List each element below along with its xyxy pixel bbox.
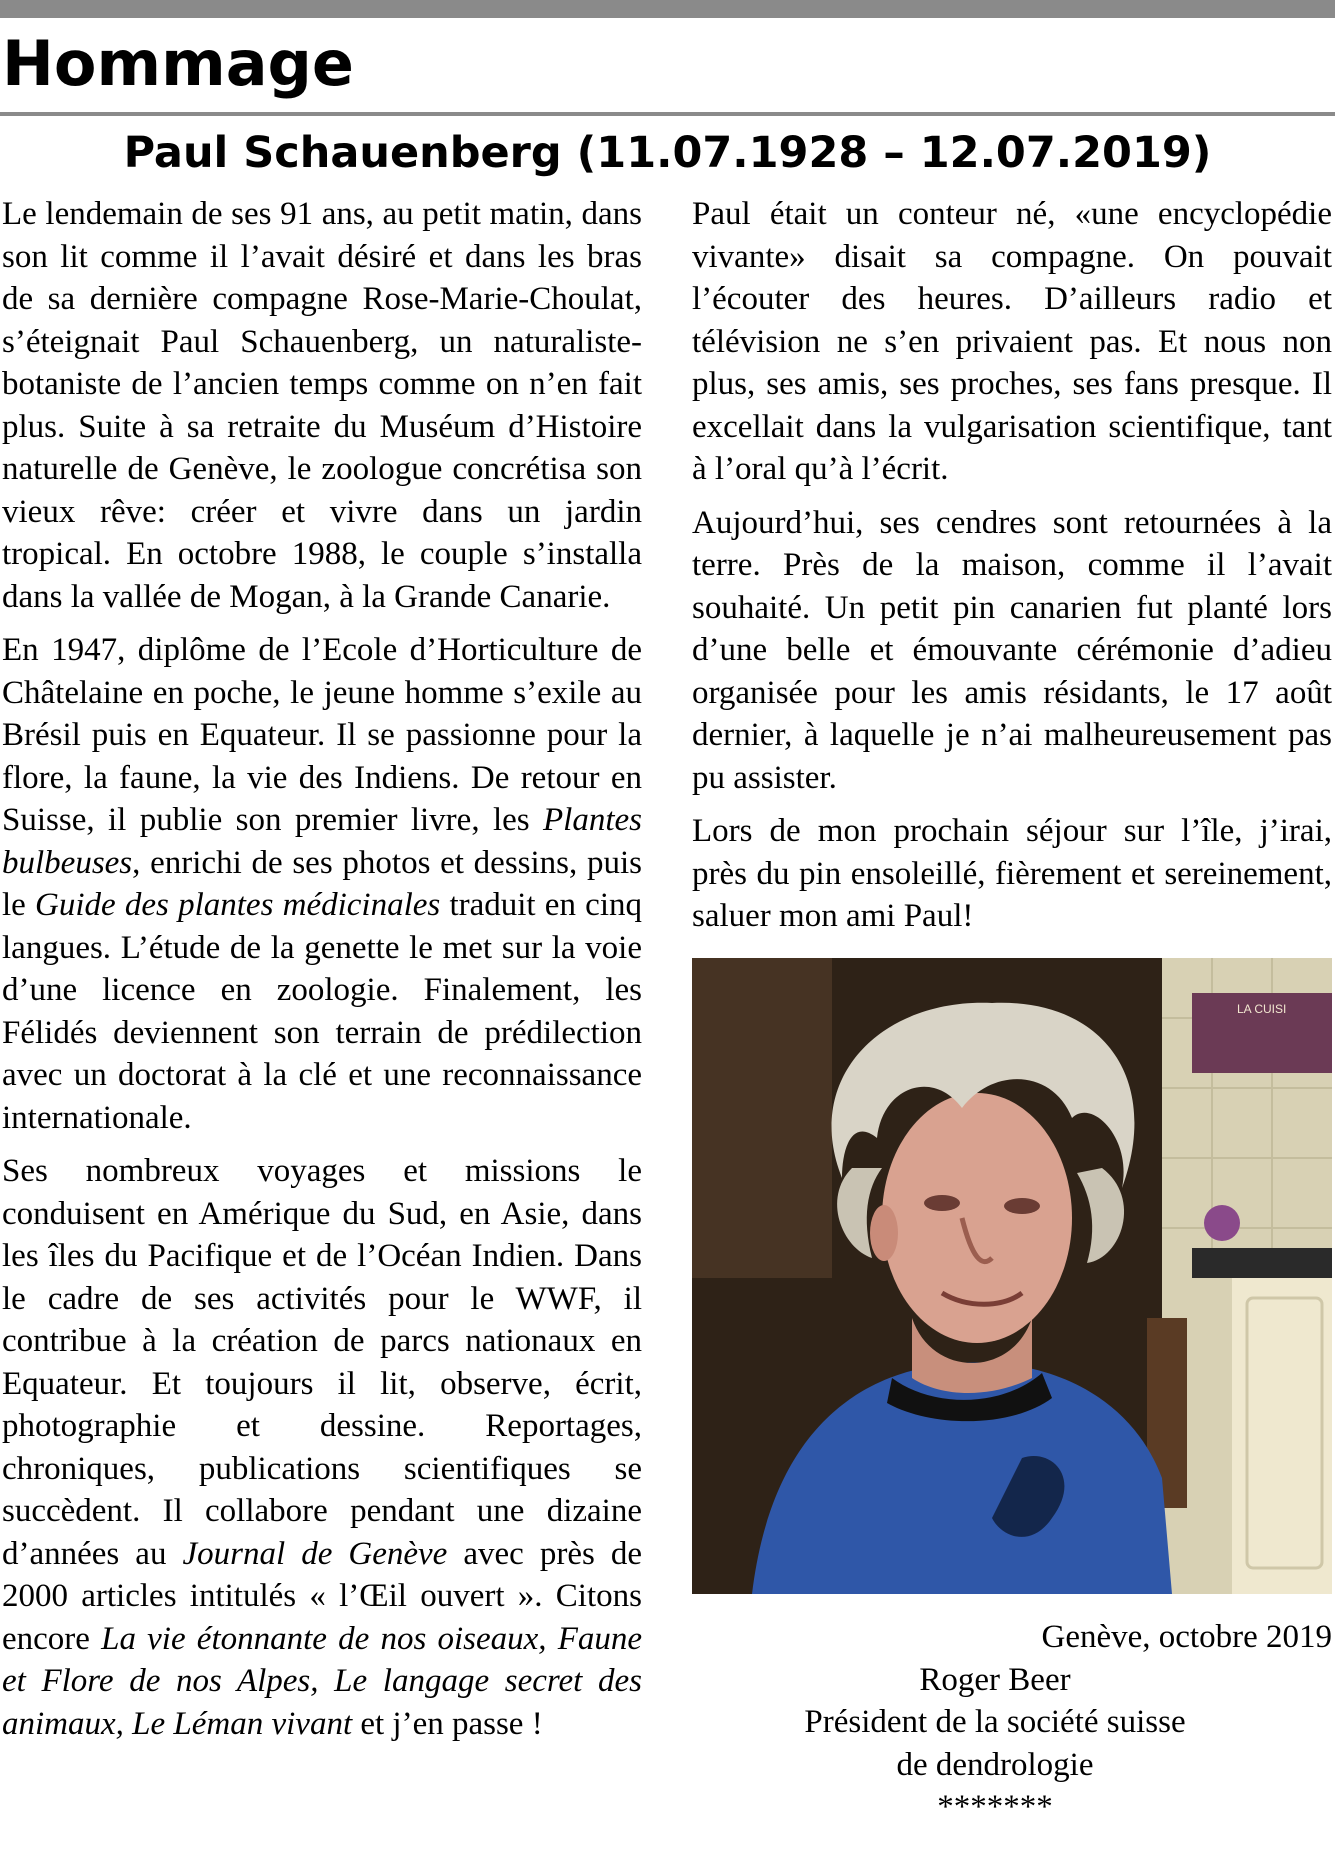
top-rule	[0, 0, 1335, 18]
end-mark: *******	[937, 1789, 1053, 1825]
article-headline: Paul Schauenberg (11.07.1928 – 12.07.2019)	[123, 128, 1212, 178]
author-role-continued: de dendrologie	[896, 1746, 1094, 1783]
paragraph-5: Aujourd’hui, ses cendres sont retournées à la terre. Près de la maison, comme il l’avait souhaité. Un petit pin canarien fut planté lors d’une belle et émouvante cérémonie d’adieu organisée pour les amis résidants, le 17 août dernier, à laquelle je n’ai malheureusement pas pu assister.	[692, 504, 1332, 796]
portrait-photo	[692, 958, 1332, 1594]
paragraph-3: Ses nombreux voyages et missions le conduisent en Amérique du Sud, en Asie, dans les îles du Pacifique et de l’Océan Indien. Dans le cadre de ses activités pour le WWF, il contribue à la création de parcs nationaux en Equateur. Et toujours il lit, observe, écrit, photographie et dessine. Reportages, chroniques, publications scientifiques se succèdent. Il collabore pendant une dizaine d’années au Journal de Genève avec près de 2000 articles intitulés « l’Œil ouvert ». Citons encore La vie étonnante de nos oiseaux, Faune et Flore de nos Alpes, Le langage secret des animaux, Le Léman vivant et j’en passe !	[2, 1153, 643, 1742]
signature-block	[692, 1616, 1332, 1829]
article-column-right	[692, 193, 1332, 938]
author-name: Roger Beer	[919, 1661, 1071, 1698]
book-titles: La vie étonnante de nos oiseaux, Faune et Flore de nos Alpes, Le langage secret des animaux, Le Léman vivant	[2, 1620, 643, 1742]
paragraph-4: Paul était un conteur né, «une encyclopédie vivante» disait sa compagne. On pouvait l’écouter des heures. D’ailleurs radio et télévision ne s’en privaient pas. Et nous non plus, ses amis, ses proches, ses fans presque. Il excellait dans la vulgarisation scientifique, tant à l’oral qu’à l’écrit.	[692, 196, 1332, 487]
book-title: Guide des plantes médicinales	[35, 887, 441, 923]
paragraph-2: En 1947, diplôme de l’Ecole d’Horticulture de Châtelaine en poche, le jeune homme s’exile au Brésil puis en Equateur. Il se passionne pour la flore, la faune, la vie des Indiens. De retour en Suisse, il publie son premier livre, les Plantes bulbeuses, enrichi de ses photos et dessins, puis le Guide des plantes médicinales traduit en cinq langues. L’étude de la genette le met sur la voie d’une licence en zoologie. Finalement, les Félidés deviennent son terrain de prédilection avec un doctorat à la clé et une reconnaissance internationale.	[2, 632, 642, 1136]
book-title: Plantes bulbeuses	[2, 802, 642, 881]
paragraph-6: Lors de mon prochain séjour sur l’île, j’irai, près du pin ensoleillé, fièrement et sereinement, saluer mon ami Paul!	[692, 813, 1332, 934]
wall-sign-text: LA CUISI	[1237, 1002, 1287, 1016]
paragraph-1: Le lendemain de ses 91 ans, au petit matin, dans son lit comme il l’avait désiré et dans les bras de sa dernière compagne Rose-Marie-Choulat, s’éteignait Paul Schauenberg, un naturaliste-botaniste de l’ancien temps comme on n’en fait plus. Suite à sa retraite du Muséum d’Histoire naturelle de Genève, le zoologue concrétisa son vieux rêve: créer et vivre dans un jardin tropical. En octobre 1988, le couple s’installa dans la vallée de Mogan, à la Grande Canarie.	[2, 196, 642, 615]
author-role: Président de la société suisse	[804, 1704, 1186, 1740]
section-title: Hommage	[2, 27, 354, 100]
article-column-left	[2, 193, 642, 1745]
signature-place-date: Genève, octobre 2019	[1041, 1619, 1332, 1655]
newspaper-title: Journal de Genève	[182, 1535, 448, 1572]
title-rule	[0, 112, 1335, 116]
